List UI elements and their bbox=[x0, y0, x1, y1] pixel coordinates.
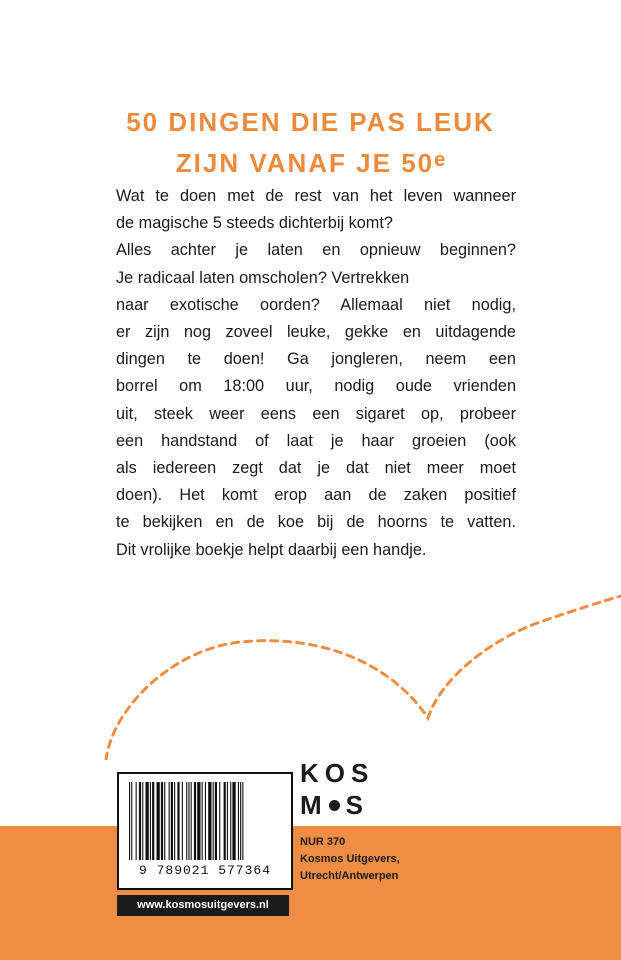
barcode-bar bbox=[202, 782, 203, 860]
title-line-1: 50 DINGEN DIE PAS LEUK bbox=[126, 107, 495, 138]
title-line-2: ZIJN VANAF JE 50e bbox=[175, 148, 446, 179]
barcode-bar bbox=[208, 782, 211, 860]
blurb-line: dingen te doen! Ga jongleren, neem een bbox=[116, 350, 516, 369]
barcode-bars bbox=[127, 782, 283, 860]
barcode-bar bbox=[177, 782, 179, 860]
logo-row-2: M S bbox=[300, 790, 370, 820]
barcode-bar bbox=[213, 782, 214, 860]
barcode-bar bbox=[157, 782, 160, 860]
barcode-bar bbox=[205, 782, 206, 860]
blurb-line: naar exotische oorden? Allemaal niet nodig, bbox=[116, 295, 516, 314]
barcode-bar bbox=[136, 782, 137, 860]
blurb-line: borrel om 18:00 uur, nodig oude vrienden bbox=[116, 377, 516, 396]
barcode-bar bbox=[191, 782, 192, 860]
publisher-info bbox=[300, 834, 400, 885]
barcode-bar bbox=[238, 782, 239, 860]
barcode-bar bbox=[174, 782, 175, 860]
kosmos-logo bbox=[300, 757, 375, 821]
barcode-bar bbox=[161, 782, 163, 860]
barcode-bar bbox=[186, 782, 187, 860]
barcode-bar bbox=[197, 782, 200, 860]
isbn-number: 9 789021 577364 bbox=[138, 863, 272, 878]
barcode-bar bbox=[169, 782, 170, 860]
barcode-bar bbox=[219, 782, 220, 860]
dotted-curve-decoration bbox=[0, 590, 621, 760]
blurb-line: uit, steek weer eens een sigaret op, probeer bbox=[116, 404, 516, 423]
publisher-city: Utrecht/Antwerpen bbox=[300, 870, 399, 882]
barcode-bar bbox=[227, 782, 228, 860]
blurb-text bbox=[116, 183, 516, 564]
blurb-line: Alles achter je laten en opnieuw beginnen? bbox=[116, 241, 516, 260]
barcode-bar bbox=[146, 782, 149, 860]
barcode bbox=[117, 772, 293, 890]
blurb-line: een handstand of laat je haar groeien (ook bbox=[116, 431, 516, 450]
barcode-bar bbox=[139, 782, 141, 860]
barcode-bar bbox=[215, 782, 217, 860]
logo-dot-icon bbox=[329, 800, 340, 811]
barcode-bar bbox=[230, 782, 231, 860]
blurb-line: er zijn nog zoveel leuke, gekke en uitdagende bbox=[116, 323, 516, 342]
barcode-bar bbox=[129, 782, 130, 860]
barcode-bar bbox=[194, 782, 196, 860]
barcode-bar bbox=[188, 782, 189, 860]
barcode-bar bbox=[224, 782, 226, 860]
barcode-bar bbox=[171, 782, 173, 860]
blurb-line: te bekijken en de koe bij de hoorns te vatten. bbox=[116, 513, 516, 532]
barcode-bar bbox=[182, 782, 183, 860]
barcode-bar bbox=[232, 782, 235, 860]
blurb-line: de magische 5 steeds dichterbij komt? bbox=[116, 214, 393, 233]
nur-code: NUR 370 bbox=[300, 836, 346, 848]
blurb-line: als iedereen zegt dat je dat niet meer moet bbox=[116, 459, 516, 478]
website-label: www.kosmosuitgevers.nl bbox=[117, 895, 289, 916]
blurb-line: Dit vrolijke boekje helpt daarbij een handje. bbox=[116, 540, 427, 559]
barcode-bar bbox=[240, 782, 241, 860]
barcode-bar bbox=[150, 782, 151, 860]
logo-row-1: KOS bbox=[300, 758, 375, 788]
publisher-name: Kosmos Uitgevers, bbox=[300, 853, 400, 865]
barcode-bar bbox=[131, 782, 132, 860]
barcode-bar bbox=[152, 782, 154, 860]
blurb-line: doen). Het komt erop aan de zaken positief bbox=[116, 486, 516, 505]
book-title bbox=[0, 103, 621, 182]
barcode-bar bbox=[242, 782, 243, 860]
barcode-bar bbox=[164, 782, 165, 860]
blurb-line: Je radicaal laten omscholen? Vertrekken bbox=[116, 268, 410, 287]
barcode-bar bbox=[142, 782, 143, 860]
blurb-line: Wat te doen met de rest van het leven wanneer bbox=[116, 187, 516, 205]
